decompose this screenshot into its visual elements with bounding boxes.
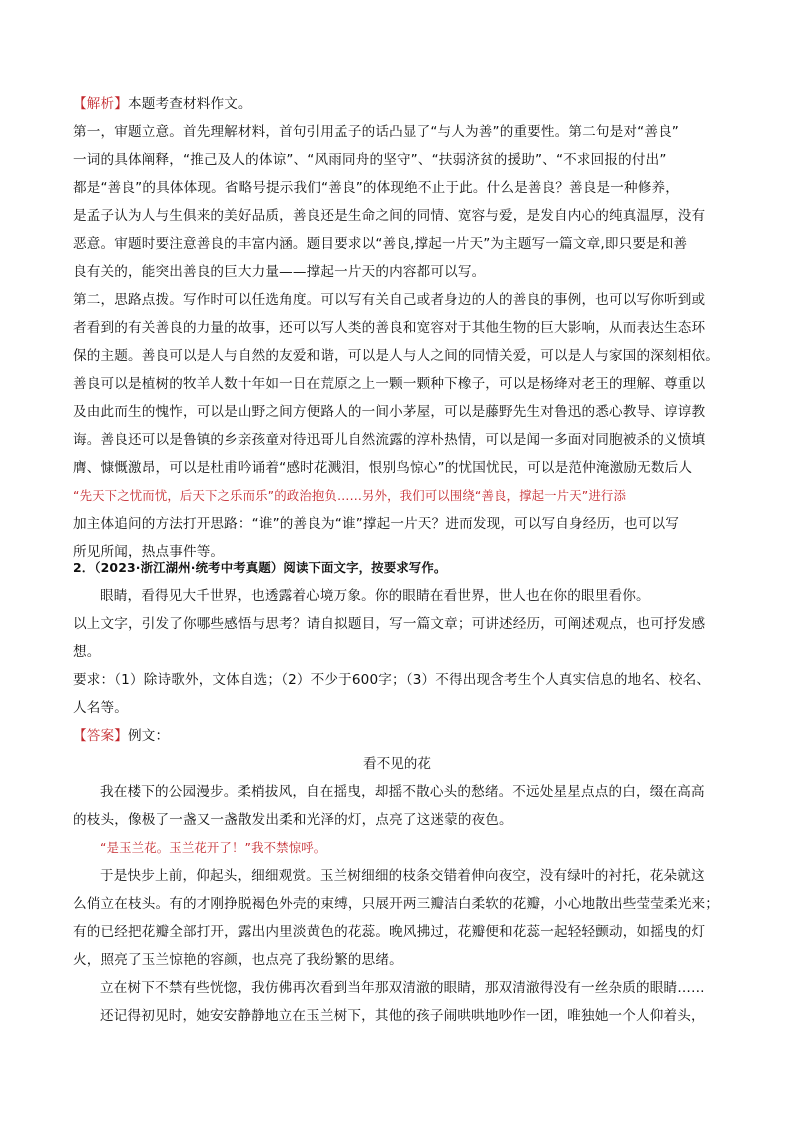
question-prompt-line: 以上文字，引发了你哪些感悟与思考？请自拟题目，写一篇文章；可讲述经历，可阐述观点，也可抒发感 bbox=[73, 616, 706, 632]
analysis-line: 者看到的有关善良的力量的故事，还可以写人类的善良和宽容对于其他生物的巨大影响，从而表达生态环 bbox=[73, 320, 706, 336]
analysis-line: 恶意。审题时要注意善良的丰富内涵。题目要求以“善良,撑起一片天”为主题写一篇文章,即只要是和善 bbox=[73, 236, 688, 252]
analysis-line: 是孟子认为人与生俱来的美好品质，善良还是生命之间的同情、宽容与爱，是发自内心的纯真温厚，没有 bbox=[73, 208, 706, 224]
analysis-tag: 【解析】 bbox=[73, 96, 128, 112]
analysis-line: 保的主题。善良可以是人与自然的友爱和谐，可以是人与人之间的同情关爱，可以是人与家国的深刻相依。 bbox=[73, 348, 719, 364]
essay-line: 还记得初见时，她安安静静地立在玉兰树下，其他的孩子闹哄哄地吵作一团，唯独她一个人仰着头， bbox=[100, 1008, 705, 1024]
essay-line: 的枝头，像极了一盏又一盏散发出柔和光泽的灯，点亮了这迷蒙的夜色。 bbox=[73, 812, 513, 828]
analysis-line: 善良可以是植树的牧羊人数十年如一日在荒原之上一颗一颗种下橡子，可以是杨绛对老王的理解、尊重以 bbox=[73, 376, 706, 392]
essay-line: “是玉兰花。玉兰花开了！”我不禁惊呼。 bbox=[100, 840, 327, 855]
question-requirement-line: 人名等。 bbox=[73, 700, 128, 716]
analysis-line: 诲。善良还可以是鲁镇的乡亲孩童对待迅哥儿自然流露的淳朴热情，可以是闻一多面对同胞被杀的义愤填 bbox=[73, 432, 706, 448]
analysis-line: 第一，审题立意。首先理解材料，首句引用孟子的话凸显了“与人为善”的重要性。第二句是对“善良” bbox=[73, 124, 680, 140]
analysis-line: 加主体追问的方法打开思路：“谁”的善良为“谁”撑起一片天？进而发现，可以写自身经历，也可以写 bbox=[73, 516, 680, 532]
analysis-line: 及由此而生的愧怍，可以是山野之间方便路人的一间小茅屋，可以是藤野先生对鲁迅的悉心教导、谆谆教 bbox=[73, 404, 706, 420]
essay-line: 么俏立在枝头。有的才刚挣脱褐色外壳的束缚，只展开两三瓣洁白柔软的花瓣，小心地散出些莹莹柔光来； bbox=[73, 896, 719, 912]
analysis-line: 一词的具体阐释，“推己及人的体谅”、“风雨同舟的坚守”、“扶弱济贫的援助”、“不求回报的付出” bbox=[73, 152, 667, 168]
question-requirement-line: 要求：（1）除诗歌外，文体自选；（2）不少于600字；（3）不得出现含考生个人真实信息的地名、校名、 bbox=[73, 672, 711, 688]
essay-line: 立在树下不禁有些恍惚，我仿佛再次看到当年那双清澈的眼睛，那双清澈得没有一丝杂质的眼睛…… bbox=[100, 980, 705, 996]
essay-line: 于是快步上前，仰起头，细细观赏。玉兰树细细的枝条交错着伸向夜空，没有绿叶的衬托，花朵就这 bbox=[100, 868, 705, 884]
analysis-line: 第二，思路点拨。写作时可以任选角度。可以写有关自己或者身边的人的善良的事例，也可以写你听到或 bbox=[73, 292, 706, 308]
essay-line: 我在楼下的公园漫步。柔梢拔风，自在摇曳，却摇不散心头的愁绪。不远处星星点点的白，缀在高高 bbox=[100, 784, 705, 800]
essay-line: 火，照亮了玉兰惊艳的容颜，也点亮了我纷繁的思绪。 bbox=[73, 952, 403, 968]
answer-tag: 【答案】 bbox=[73, 728, 128, 744]
answer-intro: 例文： bbox=[127, 728, 170, 744]
analysis-line: “先天下之忧而忧，后天下之乐而乐”的政治抱负……另外，我们可以围绕“善良，撑起一片天”进行添 bbox=[73, 488, 626, 503]
analysis-heading bbox=[73, 90, 725, 118]
question-material: 眼睛，看得见大千世界，也透露着心境万象。你的眼睛在看世界，世人也在你的眼里看你。 bbox=[100, 588, 650, 604]
analysis-line: 良有关的，能突出善良的巨大力量——撑起一片天的内容都可以写。 bbox=[73, 264, 486, 280]
analysis-line: 都是“善良”的具体体现。省略号提示我们“善良”的体现绝不止于此。什么是善良？善良是一种修养， bbox=[73, 180, 680, 196]
essay-title: 看不见的花 bbox=[363, 756, 431, 772]
analysis-line: 所见所闻，热点事件等。 bbox=[73, 544, 225, 560]
essay-line: 有的已经把花瓣全部打开，露出内里淡黄色的花蕊。晚风拂过，花瓣便和花蕊一起轻轻颤动，如摇曳的灯 bbox=[73, 924, 706, 940]
answer-heading bbox=[73, 722, 725, 750]
analysis-intro: 本题考查材料作文。 bbox=[127, 96, 252, 112]
question-header: 2．（2023·浙江湖州·统考中考真题）阅读下面文字，按要求写作。 bbox=[73, 560, 447, 575]
analysis-line: 膺、慷慨激昂，可以是杜甫吟诵着“感时花溅泪，恨别鸟惊心”的忧国忧民，可以是范仲淹激励无数后人 bbox=[73, 460, 693, 476]
question-prompt-line: 想。 bbox=[73, 644, 101, 660]
